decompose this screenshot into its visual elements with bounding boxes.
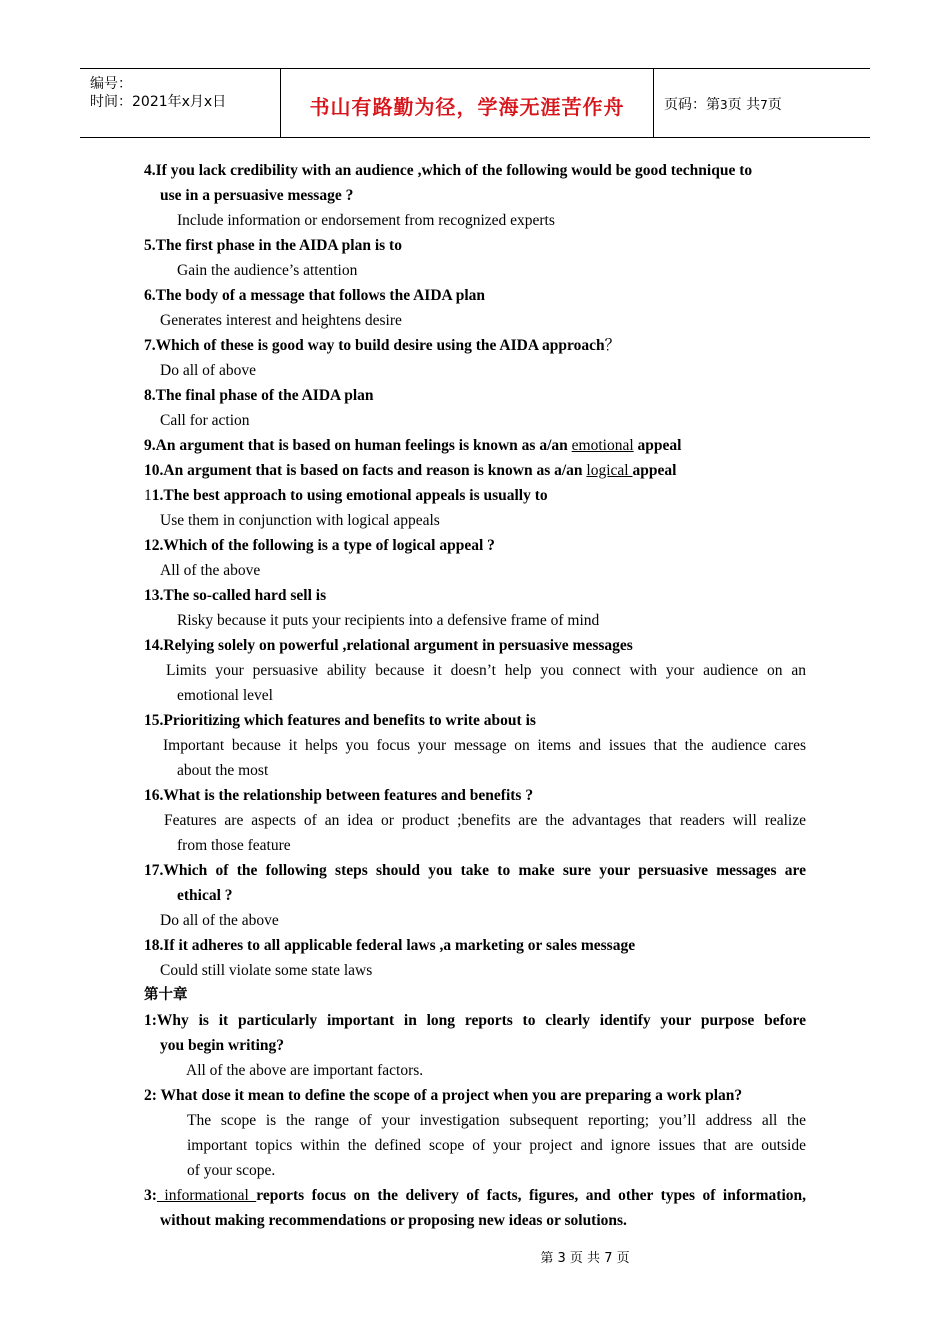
question-6: 6.The body of a message that follows the AIDA plan [144,287,486,304]
question-8: 8.The final phase of the AIDA plan [144,387,374,404]
answer-7: Do all of above [160,362,256,379]
chapter-question-1-line-1: 1:Why is it particularly important in long reports to clearly identify your purpose before [144,1012,806,1029]
question-11: 11.The best approach to using emotional appeals is usually to [144,487,548,504]
question-12: 12.Which of the following is a type of logical appeal ? [144,537,495,554]
document-date-label: 时间：2021年x月x日 [90,94,227,110]
answer-8: Call for action [160,412,250,429]
question-18: 18.If it adheres to all applicable federal laws ,a marketing or sales message [144,937,636,954]
question-7: 7.Which of these is good way to build desire using the AIDA approach？ [144,337,621,354]
header-motto: 书山有路勤为径，学海无涯苦作舟 [309,95,625,119]
chapter-answer-2-line-3: of your scope. [187,1162,276,1179]
blank-answer-10: logical [586,462,633,479]
document-body [144,158,806,1233]
chapter-answer-1: All of the above are important factors. [186,1062,424,1079]
header-motto-cell [281,69,654,137]
question-9: 9.An argument that is based on human feelings is known as a/an emotional appeal [144,437,682,454]
question-16: 16.What is the relationship between features and benefits ? [144,787,534,804]
question-13: 13.The so-called hard sell is [144,587,327,604]
chapter-answer-2-line-2: important topics within the defined scope of your project and ignore issues that are outside [187,1137,806,1154]
question-17-line-1: 17.Which of the following steps should you take to make sure your persuasive messages are [144,862,806,879]
answer-18: Could still violate some state laws [160,962,373,979]
answer-16-line-1: Features are aspects of an idea or product ;benefits are the advantages that readers will realize [164,812,806,829]
answer-16-line-2: from those feature [177,837,291,854]
header-info-cell [80,69,281,137]
question-10: 10.An argument that is based on facts and reason is known as a/an logical appeal [144,462,677,479]
answer-5: Gain the audience’s attention [177,262,358,279]
answer-11: Use them in conjunction with logical appeals [160,512,440,529]
answer-15-line-2: about the most [177,762,269,779]
chapter-question-2: 2: What dose it mean to define the scope of a project when you are preparing a work plan? [144,1087,743,1104]
blank-answer-chapter-3: informational [156,1187,257,1204]
blank-answer-9: emotional [571,437,634,454]
question-15: 15.Prioritizing which features and benefits to write about is [144,712,536,729]
chapter-question-3-line-1: 3: informational reports focus on the delivery of facts, figures, and other types of information, [144,1187,806,1204]
answer-12: All of the above [160,562,261,579]
answer-14-line-2: emotional level [177,687,273,704]
page-footer: 第 3 页 共 7 页 [540,1251,630,1266]
question-14: 14.Relying solely on powerful ,relational argument in persuasive messages [144,637,633,654]
header-page-number: 页码：第3页 共7页 [664,97,782,113]
question-4-line-1: 4.If you lack credibility with an audience ,which of the following would be good technique to [144,162,753,179]
chapter-heading: 第十章 [144,987,188,1003]
answer-6: Generates interest and heightens desire [160,312,402,329]
document-number-label: 编号： [90,76,132,92]
answer-4: Include information or endorsement from recognized experts [177,212,555,229]
question-17-line-2: ethical ? [177,887,233,904]
answer-15-line-1: Important because it helps you focus your message on items and issues that the audience cares [163,737,806,754]
answer-14-line-1: Limits your persuasive ability because it doesn’t help you connect with your audience on an [166,662,806,679]
question-5: 5.The first phase in the AIDA plan is to [144,237,402,254]
chapter-question-3-line-2: without making recommendations or proposing new ideas or solutions. [160,1212,627,1229]
header-page-cell [654,69,870,137]
chapter-question-1-line-2: you begin writing? [160,1037,285,1054]
answer-13: Risky because it puts your recipients into a defensive frame of mind [177,612,600,629]
answer-17: Do all of the above [160,912,279,929]
chapter-answer-2-line-1: The scope is the range of your investigation subsequent reporting; you’ll address all the [187,1112,806,1129]
page-header [80,68,870,138]
question-4-line-2: use in a persuasive message ? [160,187,354,204]
